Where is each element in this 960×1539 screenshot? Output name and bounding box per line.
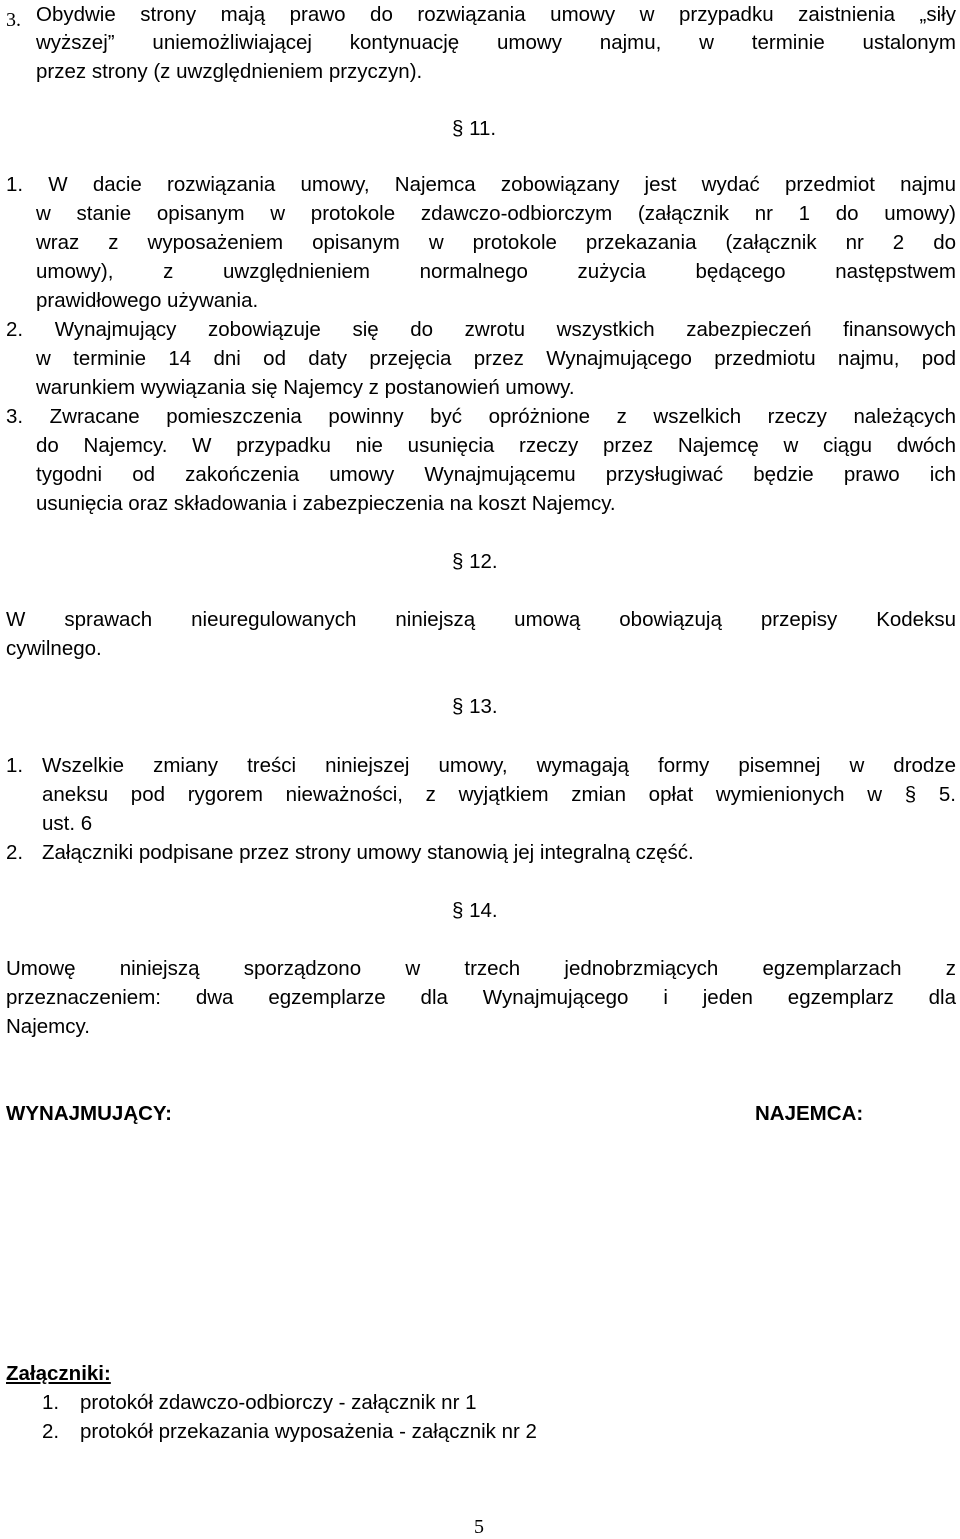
paragraph-line: usunięcia oraz składowania i zabezpieczenia na koszt Najemcy. [36,492,616,515]
paragraph-line: prawidłowego używania. [36,289,259,312]
paragraph-line: Załączniki podpisane przez strony umowy stanowią jej integralną część. [42,841,694,864]
section-heading: § 12. [452,550,498,573]
paragraph-line: cywilnego. [6,637,102,660]
paragraph-line: w stanie opisanym w protokole zdawczo-odbiorczym (załącznik nr 1 do umowy) [36,202,956,225]
attachment-number: 2. [42,1420,60,1443]
signature-label-tenant: NAJEMCA: [755,1102,864,1125]
paragraph-line: 3. Zwracane pomieszczenia powinny być opróżnione z wszelkich rzeczy należących [6,405,956,428]
paragraph-line: Umowę niniejszą sporządzono w trzech jednobrzmiących egzemplarzach z [6,957,956,980]
paragraph-line: warunkiem wywiązania się Najemcy z postanowień umowy. [36,376,575,399]
attachment-item: protokół zdawczo-odbiorczy - załącznik nr 1 [80,1391,477,1414]
item-number: 2. [6,841,24,864]
section-heading: § 11. [452,117,497,140]
paragraph-line: W sprawach nieuregulowanych niniejszą umową obowiązują przepisy Kodeksu [6,608,956,631]
attachment-item: protokół przekazania wyposażenia - załącznik nr 2 [80,1420,537,1443]
paragraph-line: ust. 6 [42,812,93,835]
paragraph-line: Wszelkie zmiany treści niniejszej umowy, wymagają formy pisemnej w drodze [42,754,956,777]
paragraph-line: przeznaczeniem: dwa egzemplarze dla Wynajmującego i jeden egzemplarz dla [6,986,956,1009]
paragraph-line: przez strony (z uwzględnieniem przyczyn). [36,60,423,83]
paragraph-line: aneksu pod rygorem nieważności, z wyjątkiem zmian opłat wymienionych w § 5. [42,783,956,806]
signature-label-landlord: WYNAJMUJĄCY: [6,1102,172,1125]
section-heading: § 13. [452,695,498,718]
page-number: 5 [474,1516,484,1538]
paragraph-line: w terminie 14 dni od daty przejęcia przez Wynajmującego przedmiotu najmu, pod [36,347,956,370]
paragraph-line: 2. Wynajmujący zobowiązuje się do zwrotu wszystkich zabezpieczeń finansowych [6,318,956,341]
paragraph-line: wraz z wyposażeniem opisanym w protokole przekazania (załącznik nr 2 do [36,231,956,254]
paragraph-line: do Najemcy. W przypadku nie usunięcia rzeczy przez Najemcę w ciągu dwóch [36,434,956,457]
section-heading: § 14. [452,899,498,922]
paragraph-line: umowy), z uwzględnieniem normalnego zużycia będącego następstwem [36,260,956,283]
paragraph-line: 1. W dacie rozwiązania umowy, Najemca zobowiązany jest wydać przedmiot najmu [6,173,956,196]
item-number: 3. [6,9,21,31]
attachment-number: 1. [42,1391,60,1414]
item-number: 1. [6,754,24,777]
paragraph-line: Obydwie strony mają prawo do rozwiązania umowy w przypadku zaistnienia „siły [36,3,956,26]
paragraph-line: tygodni od zakończenia umowy Wynajmującemu przysługiwać będzie prawo ich [36,463,956,486]
attachments-title: Załączniki: [6,1362,111,1385]
paragraph-line: wyższej” uniemożliwiającej kontynuację umowy najmu, w terminie ustalonym [36,31,956,54]
paragraph-line: Najemcy. [6,1015,90,1038]
